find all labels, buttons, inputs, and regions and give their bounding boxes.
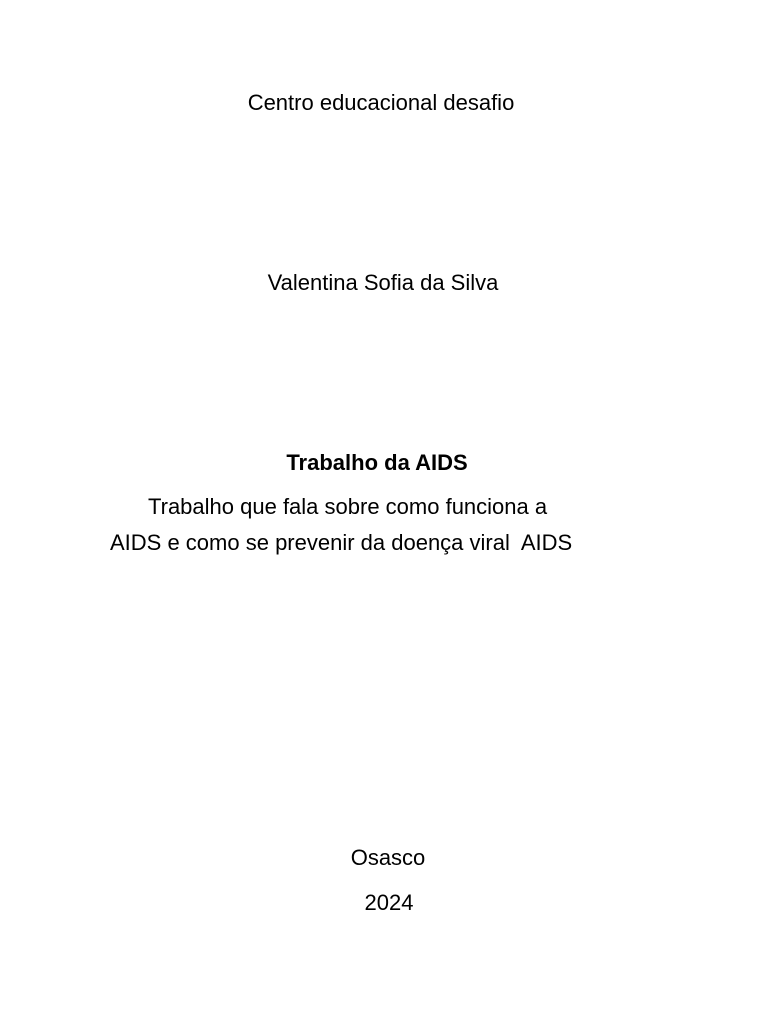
subtitle-line-1: Trabalho que fala sobre como funciona a [148,494,548,519]
year: 2024 [364,890,414,915]
city: Osasco [350,845,426,870]
author-name: Valentina Sofia da Silva [267,270,499,295]
document-title: Trabalho da AIDS [286,450,468,475]
subtitle-line-2: AIDS e como se prevenir da doença viral AIDS [110,530,573,555]
school-name: Centro educacional desafio [247,90,515,115]
